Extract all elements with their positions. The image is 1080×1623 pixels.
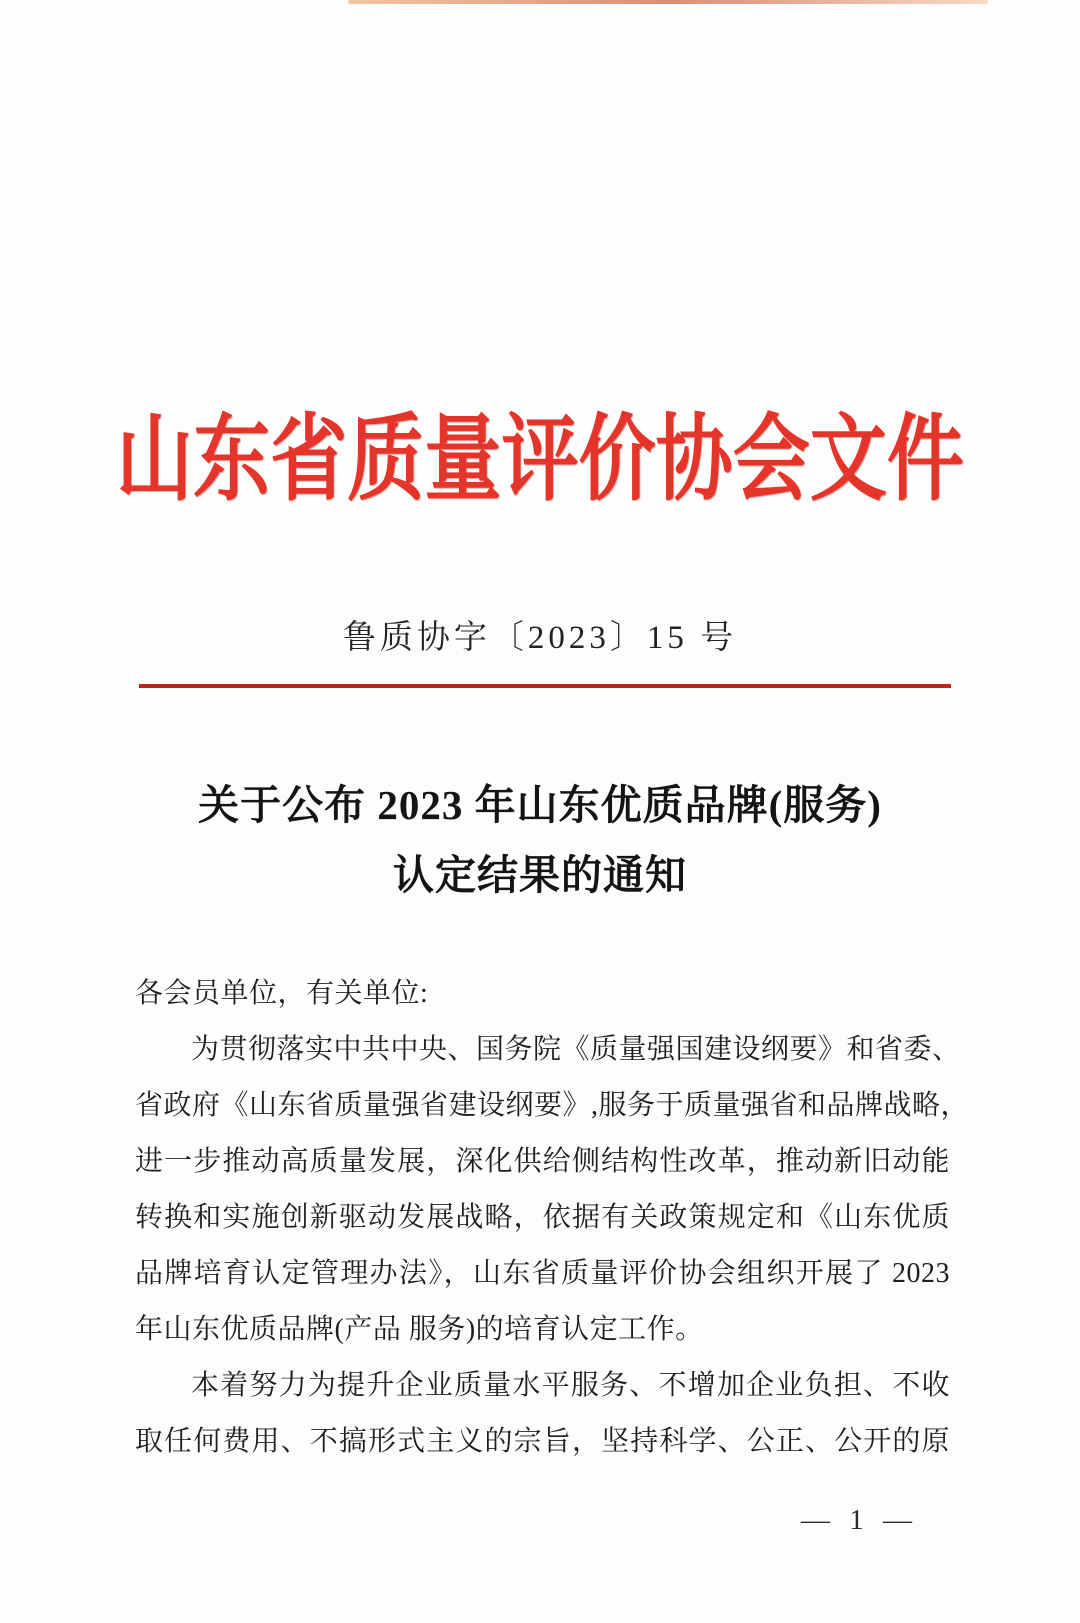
document-title-line2: 认定结果的通知	[393, 852, 687, 898]
document-number: 鲁质协字〔2023〕15 号	[342, 620, 738, 656]
document-title-line1: 关于公布 2023 年山东优质品牌(服务)	[198, 782, 882, 828]
body-text-line: 年山东优质品牌(产品 服务)的培育认定工作。	[135, 1314, 704, 1345]
document-body	[135, 966, 970, 1470]
body-text-line: 本着努力为提升企业质量水平服务、不增加企业负担、不收	[191, 1370, 950, 1401]
body-text-line: 省政府《山东省质量强省建设纲要》,服务于质量强省和品牌战略，	[135, 1090, 970, 1121]
body-text-line: 取任何费用、不搞形式主义的宗旨，坚持科学、公正、公开的原	[135, 1426, 950, 1457]
body-text-line: 各会员单位，有关单位:	[135, 978, 429, 1009]
issuing-authority-header: 山东省质量评价协会文件	[116, 408, 964, 512]
red-divider-line	[139, 684, 951, 688]
body-text-line: 品牌培育认定管理办法》，山东省质量评价协会组织开展了 2023	[135, 1258, 950, 1289]
scan-edge-artifact	[348, 0, 988, 4]
page-number: — 1 —	[801, 1504, 918, 1536]
document-title	[0, 770, 1080, 910]
body-text-line: 转换和实施创新驱动发展战略，依据有关政策规定和《山东优质	[135, 1202, 950, 1233]
body-text-line: 进一步推动高质量发展，深化供给侧结构性改革，推动新旧动能	[135, 1146, 950, 1177]
body-text-line: 为贯彻落实中共中央、国务院《质量强国建设纲要》和省委、	[191, 1034, 961, 1065]
